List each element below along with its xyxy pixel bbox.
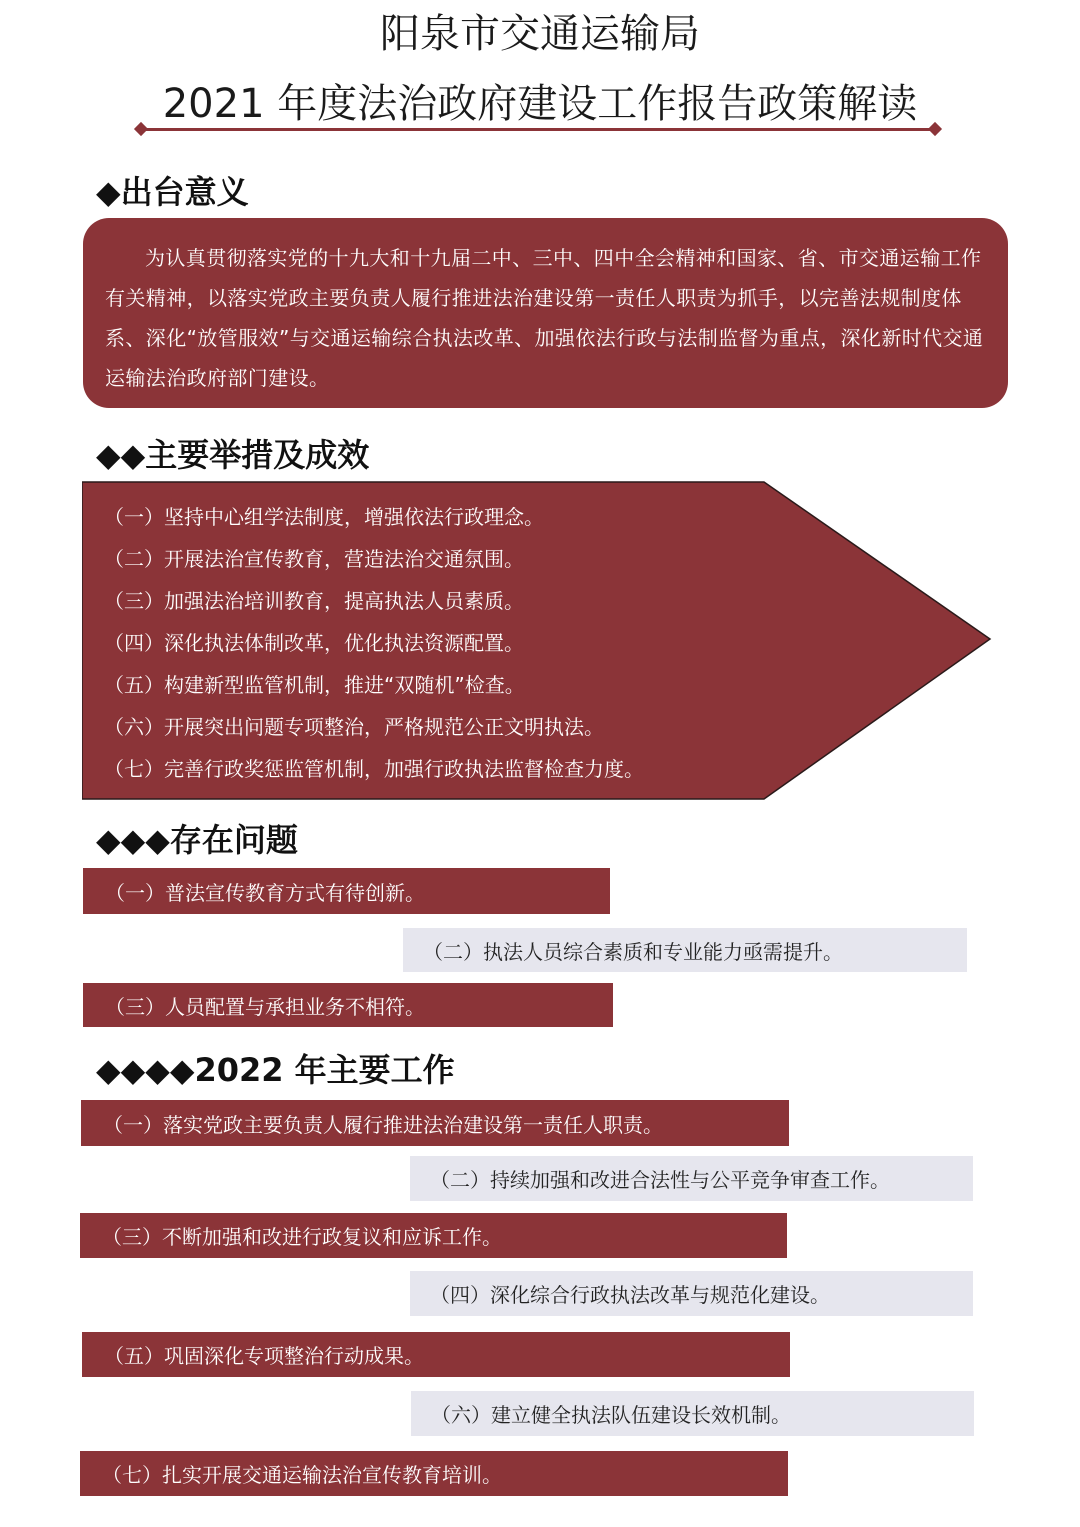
significance-text: 为认真贯彻落实党的十九大和十九届二中、三中、四中全会精神和国家、省、市交通运输工作有关精神，以落实党政主要负责人履行推进法治建设第一责任人职责为抓手，以完善法规制度体系、深化“放管服效”与交通运输综合执法改革、加强依法行政与法制监督为重点，深化新时代交通运输法治政府部门建设。 [105, 246, 984, 390]
page-subtitle: 2021 年度法治政府建设工作报告政策解读 [162, 81, 918, 127]
measure-item: （五）构建新型监管机制，推进“双随机”检查。 [104, 673, 525, 697]
problems-heading: ◆◆◆存在问题 [96, 821, 298, 859]
significance-box [83, 218, 1008, 408]
work-bar: （三）不断加强和改进行政复议和应诉工作。 [80, 1213, 787, 1258]
title-underline [140, 128, 940, 131]
measures-heading: ◆◆主要举措及成效 [96, 436, 370, 474]
work-bar: （五）巩固深化专项整治行动成果。 [82, 1332, 790, 1377]
measure-item: （四）深化执法体制改革，优化执法资源配置。 [104, 631, 524, 655]
work-bar: （六）建立健全执法队伍建设长效机制。 [411, 1391, 974, 1436]
work-bar: （二）持续加强和改进合法性与公平竞争审查工作。 [410, 1156, 973, 1201]
measure-item: （二）开展法治宣传教育，营造法治交通氛围。 [104, 547, 524, 571]
measure-item: （一）坚持中心组学法制度，增强依法行政理念。 [104, 505, 544, 529]
work2022-heading: ◆◆◆◆2022 年主要工作 [96, 1051, 455, 1089]
problem-bar: （三）人员配置与承担业务不相符。 [83, 983, 613, 1027]
work-bar: （一）落实党政主要负责人履行推进法治建设第一责任人职责。 [81, 1100, 789, 1146]
work-bar: （七）扎实开展交通运输法治宣传教育培训。 [80, 1451, 788, 1496]
measures-list [104, 496, 704, 790]
problem-bar: （一）普法宣传教育方式有待创新。 [83, 868, 610, 914]
measure-item: （三）加强法治培训教育，提高执法人员素质。 [104, 589, 524, 613]
significance-heading: ◆出台意义 [96, 173, 249, 211]
measure-item: （七）完善行政奖惩监管机制，加强行政执法监督检查力度。 [104, 757, 644, 781]
work-bar: （四）深化综合行政执法改革与规范化建设。 [410, 1271, 973, 1316]
measure-item: （六）开展突出问题专项整治，严格规范公正文明执法。 [104, 715, 604, 739]
problem-bar: （二）执法人员综合素质和专业能力亟需提升。 [403, 928, 967, 972]
page-title: 阳泉市交通运输局 [380, 11, 700, 57]
